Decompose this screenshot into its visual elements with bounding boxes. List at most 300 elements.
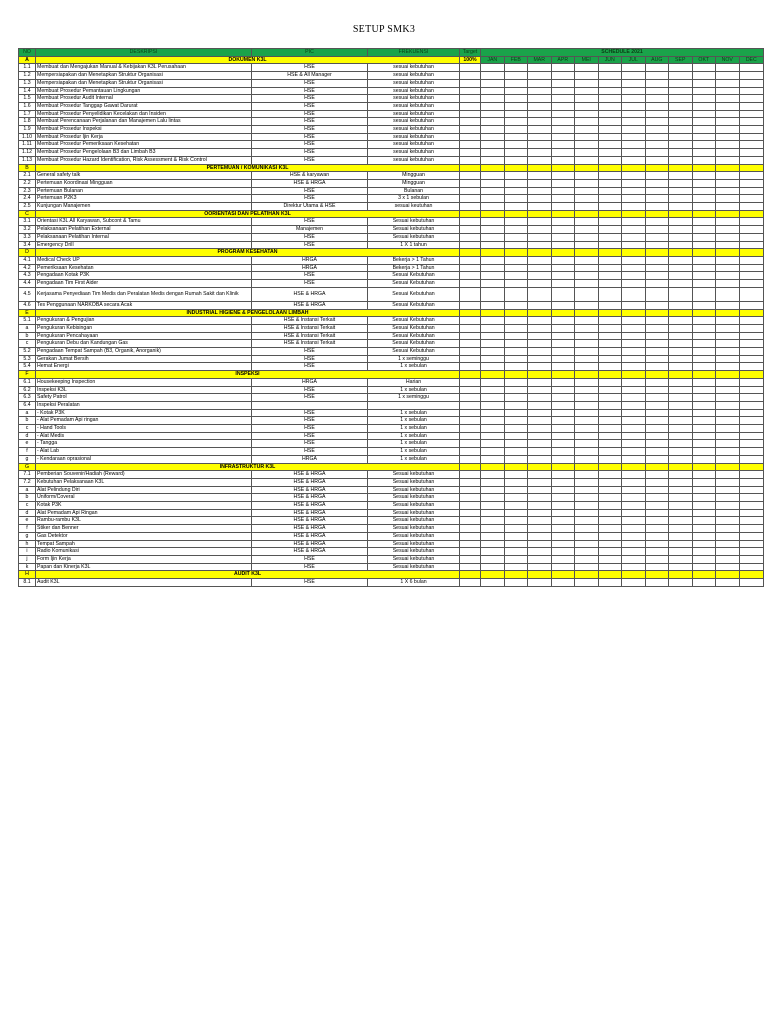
schedule-cell — [481, 532, 505, 540]
schedule-cell — [739, 133, 764, 141]
section-title: INFRASTRUKTUR K3L — [36, 463, 460, 471]
schedule-cell — [739, 525, 764, 533]
row-description: Membuat Perencanaan Perjalanan dan Manajemen Lalu lintas — [36, 118, 252, 126]
row-description: Gas Detektor — [36, 532, 252, 540]
schedule-cell — [528, 233, 552, 241]
schedule-cell — [551, 502, 575, 510]
schedule-cell — [504, 417, 528, 425]
schedule-cell — [716, 494, 740, 502]
schedule-cell — [528, 563, 552, 571]
schedule-cell — [528, 471, 552, 479]
schedule-cell — [528, 210, 552, 218]
schedule-cell — [716, 425, 740, 433]
schedule-cell — [716, 378, 740, 386]
schedule-cell — [528, 241, 552, 249]
schedule-cell — [739, 502, 764, 510]
row-number: g — [19, 532, 36, 540]
schedule-cell — [481, 440, 505, 448]
schedule-cell — [481, 394, 505, 402]
row-pic: HSE & HRGA — [252, 502, 368, 510]
row-pic: HSE — [252, 233, 368, 241]
schedule-cell — [598, 79, 622, 87]
schedule-cell — [528, 164, 552, 172]
schedule-cell — [622, 478, 646, 486]
schedule-cell — [481, 233, 505, 241]
schedule-cell — [528, 556, 552, 564]
schedule-cell — [622, 249, 646, 257]
schedule-cell — [551, 355, 575, 363]
schedule-cell — [598, 172, 622, 180]
schedule-cell — [598, 95, 622, 103]
schedule-cell — [575, 563, 599, 571]
schedule-cell — [692, 79, 716, 87]
row-frequency: 1 x sebulan — [368, 386, 460, 394]
schedule-cell — [692, 401, 716, 409]
schedule-cell — [622, 440, 646, 448]
row-frequency: 1 x sebulan — [368, 409, 460, 417]
schedule-cell — [716, 409, 740, 417]
schedule-cell — [481, 203, 505, 211]
schedule-cell — [481, 210, 505, 218]
schedule-cell — [551, 432, 575, 440]
schedule-cell — [575, 348, 599, 356]
schedule-cell — [716, 172, 740, 180]
schedule-cell — [528, 463, 552, 471]
schedule-cell — [645, 133, 669, 141]
schedule-cell — [598, 502, 622, 510]
schedule-cell — [504, 309, 528, 317]
schedule-cell — [669, 394, 693, 402]
section-row — [19, 164, 764, 172]
schedule-cell — [598, 218, 622, 226]
schedule-cell — [598, 532, 622, 540]
schedule-cell — [598, 324, 622, 332]
target-cell — [460, 463, 481, 471]
table-row — [19, 87, 764, 95]
schedule-cell — [551, 378, 575, 386]
schedule-cell — [739, 478, 764, 486]
row-number: c — [19, 502, 36, 510]
table-row — [19, 448, 764, 456]
row-description: Pelaksanaan Pelatihan Internal — [36, 233, 252, 241]
schedule-cell — [575, 471, 599, 479]
schedule-cell — [598, 280, 622, 288]
schedule-cell — [481, 72, 505, 80]
month-jan: JAN — [481, 56, 505, 64]
schedule-cell — [645, 471, 669, 479]
schedule-cell — [716, 324, 740, 332]
target-cell — [460, 386, 481, 394]
schedule-cell — [504, 548, 528, 556]
row-number: 1.1 — [19, 64, 36, 72]
row-number: 5.4 — [19, 363, 36, 371]
schedule-cell — [575, 409, 599, 417]
row-pic: HSE — [252, 110, 368, 118]
row-pic: HSE — [252, 95, 368, 103]
schedule-cell — [622, 409, 646, 417]
schedule-cell — [598, 556, 622, 564]
target-cell — [460, 280, 481, 288]
schedule-cell — [669, 164, 693, 172]
schedule-cell — [504, 486, 528, 494]
schedule-cell — [739, 324, 764, 332]
schedule-cell — [669, 440, 693, 448]
schedule-cell — [622, 195, 646, 203]
row-pic: HSE — [252, 141, 368, 149]
row-frequency: Sesuai kebutuhan — [368, 233, 460, 241]
schedule-cell — [481, 241, 505, 249]
schedule-cell — [692, 179, 716, 187]
schedule-cell — [622, 394, 646, 402]
row-pic: HRGA — [252, 455, 368, 463]
schedule-cell — [622, 179, 646, 187]
row-frequency: Sesuai kebutuhan — [368, 532, 460, 540]
table-row — [19, 280, 764, 288]
schedule-cell — [716, 102, 740, 110]
schedule-cell — [551, 164, 575, 172]
row-frequency: sesuai kebutuhan — [368, 72, 460, 80]
schedule-cell — [622, 256, 646, 264]
table-row — [19, 149, 764, 157]
section-title: DOKUMEN K3L — [36, 56, 460, 64]
schedule-cell — [504, 394, 528, 402]
schedule-cell — [622, 548, 646, 556]
schedule-cell — [551, 110, 575, 118]
schedule-cell — [598, 287, 622, 301]
schedule-cell — [504, 425, 528, 433]
row-frequency: Sesuai Kebutuhan — [368, 340, 460, 348]
schedule-cell — [669, 471, 693, 479]
schedule-cell — [739, 571, 764, 579]
schedule-cell — [575, 494, 599, 502]
row-description: Audit K3L — [36, 579, 252, 587]
schedule-cell — [504, 233, 528, 241]
schedule-cell — [739, 218, 764, 226]
schedule-cell — [481, 156, 505, 164]
schedule-cell — [504, 455, 528, 463]
row-frequency: Sesuai kebutuhan — [368, 218, 460, 226]
table-row — [19, 241, 764, 249]
schedule-cell — [551, 556, 575, 564]
table-row — [19, 363, 764, 371]
schedule-cell — [598, 301, 622, 309]
schedule-cell — [551, 149, 575, 157]
schedule-cell — [692, 355, 716, 363]
row-pic: Direktur Utama & HSE — [252, 203, 368, 211]
row-frequency: Harian — [368, 378, 460, 386]
target-cell — [460, 149, 481, 157]
schedule-cell — [622, 348, 646, 356]
schedule-cell — [716, 249, 740, 257]
row-pic: HSE — [252, 348, 368, 356]
schedule-cell — [692, 64, 716, 72]
row-description: Tempat Sampah — [36, 540, 252, 548]
row-frequency: sesuai kebutuhan — [368, 149, 460, 157]
schedule-cell — [716, 548, 740, 556]
schedule-cell — [551, 440, 575, 448]
row-number: 2.2 — [19, 179, 36, 187]
schedule-cell — [598, 210, 622, 218]
schedule-cell — [622, 324, 646, 332]
schedule-cell — [669, 517, 693, 525]
table-row — [19, 432, 764, 440]
schedule-cell — [692, 363, 716, 371]
schedule-cell — [598, 241, 622, 249]
schedule-cell — [528, 102, 552, 110]
schedule-cell — [551, 233, 575, 241]
schedule-cell — [716, 256, 740, 264]
schedule-cell — [692, 126, 716, 134]
row-description: Pengadaan Tim First Aider — [36, 280, 252, 288]
table-row — [19, 378, 764, 386]
schedule-cell — [551, 540, 575, 548]
schedule-cell — [528, 432, 552, 440]
schedule-cell — [739, 509, 764, 517]
schedule-cell — [528, 203, 552, 211]
schedule-cell — [692, 471, 716, 479]
schedule-cell — [598, 363, 622, 371]
target-cell — [460, 502, 481, 510]
row-pic: Manajemen — [252, 226, 368, 234]
schedule-cell — [669, 502, 693, 510]
schedule-cell — [575, 149, 599, 157]
schedule-cell — [669, 172, 693, 180]
schedule-cell — [528, 179, 552, 187]
schedule-cell — [598, 563, 622, 571]
schedule-cell — [645, 72, 669, 80]
table-row — [19, 355, 764, 363]
target-cell — [460, 210, 481, 218]
schedule-cell — [598, 256, 622, 264]
row-description: General safety talk — [36, 172, 252, 180]
schedule-cell — [504, 448, 528, 456]
schedule-cell — [645, 172, 669, 180]
row-pic: HSE — [252, 394, 368, 402]
schedule-cell — [739, 486, 764, 494]
schedule-cell — [739, 401, 764, 409]
schedule-cell — [692, 264, 716, 272]
schedule-cell — [481, 280, 505, 288]
target-cell — [460, 455, 481, 463]
schedule-cell — [622, 563, 646, 571]
schedule-cell — [739, 226, 764, 234]
table-row — [19, 494, 764, 502]
row-number: f — [19, 525, 36, 533]
schedule-cell — [481, 264, 505, 272]
row-number: 6.3 — [19, 394, 36, 402]
schedule-cell — [504, 494, 528, 502]
schedule-cell — [716, 280, 740, 288]
schedule-cell — [622, 203, 646, 211]
schedule-cell — [716, 394, 740, 402]
schedule-cell — [575, 301, 599, 309]
schedule-cell — [481, 195, 505, 203]
schedule-cell — [692, 203, 716, 211]
schedule-cell — [692, 87, 716, 95]
row-pic: HSE — [252, 87, 368, 95]
target-cell — [460, 164, 481, 172]
schedule-cell — [692, 218, 716, 226]
row-number: 1.2 — [19, 72, 36, 80]
row-pic: HSE — [252, 556, 368, 564]
section-title: INSPEKSI — [36, 371, 460, 379]
schedule-cell — [528, 156, 552, 164]
schedule-cell — [504, 256, 528, 264]
schedule-cell — [716, 226, 740, 234]
row-pic: HSE & HRGA — [252, 540, 368, 548]
schedule-cell — [692, 226, 716, 234]
schedule-cell — [692, 102, 716, 110]
schedule-cell — [528, 486, 552, 494]
schedule-cell — [551, 455, 575, 463]
schedule-cell — [504, 540, 528, 548]
target-cell — [460, 332, 481, 340]
schedule-cell — [692, 324, 716, 332]
schedule-cell — [645, 463, 669, 471]
schedule-cell — [622, 141, 646, 149]
target-cell — [460, 110, 481, 118]
row-pic: HSE — [252, 156, 368, 164]
row-pic: HSE — [252, 563, 368, 571]
schedule-cell — [645, 64, 669, 72]
schedule-cell — [739, 126, 764, 134]
row-number: 1.3 — [19, 79, 36, 87]
schedule-cell — [622, 540, 646, 548]
table-row — [19, 324, 764, 332]
schedule-cell — [669, 72, 693, 80]
row-pic: HSE & HRGA — [252, 287, 368, 301]
schedule-cell — [528, 409, 552, 417]
schedule-cell — [645, 95, 669, 103]
target-cell — [460, 203, 481, 211]
schedule-cell — [551, 409, 575, 417]
row-pic: HSE & karyawan — [252, 172, 368, 180]
schedule-cell — [622, 149, 646, 157]
target-cell — [460, 471, 481, 479]
schedule-cell — [645, 502, 669, 510]
schedule-cell — [645, 563, 669, 571]
schedule-cell — [645, 317, 669, 325]
schedule-cell — [481, 432, 505, 440]
schedule-cell — [551, 195, 575, 203]
schedule-cell — [645, 455, 669, 463]
row-pic: HRGA — [252, 256, 368, 264]
row-pic: HSE & HRGA — [252, 525, 368, 533]
schedule-cell — [739, 72, 764, 80]
schedule-cell — [739, 87, 764, 95]
schedule-cell — [739, 102, 764, 110]
row-pic: HSE & All Manager — [252, 72, 368, 80]
row-pic: HSE — [252, 386, 368, 394]
schedule-cell — [669, 95, 693, 103]
schedule-cell — [575, 264, 599, 272]
schedule-cell — [739, 348, 764, 356]
target-cell — [460, 64, 481, 72]
schedule-cell — [739, 440, 764, 448]
schedule-cell — [528, 548, 552, 556]
schedule-cell — [622, 309, 646, 317]
target-cell — [460, 340, 481, 348]
schedule-cell — [481, 317, 505, 325]
table-row — [19, 72, 764, 80]
schedule-cell — [598, 264, 622, 272]
target-cell — [460, 133, 481, 141]
schedule-cell — [645, 448, 669, 456]
schedule-cell — [669, 179, 693, 187]
row-description: Membuat Prosedur Pengelolaan B3 dan Limbah B3 — [36, 149, 252, 157]
schedule-cell — [481, 502, 505, 510]
schedule-cell — [692, 95, 716, 103]
schedule-cell — [669, 233, 693, 241]
schedule-cell — [504, 179, 528, 187]
row-description: Orientasi K3L All Karyawan, Subcont & Tamu — [36, 218, 252, 226]
schedule-cell — [481, 272, 505, 280]
schedule-cell — [692, 478, 716, 486]
table-row — [19, 409, 764, 417]
schedule-cell — [739, 118, 764, 126]
schedule-cell — [575, 525, 599, 533]
table-row — [19, 256, 764, 264]
row-description: Kotak P3K — [36, 502, 252, 510]
schedule-cell — [598, 525, 622, 533]
schedule-cell — [645, 394, 669, 402]
schedule-cell — [739, 317, 764, 325]
schedule-cell — [716, 110, 740, 118]
row-description: Pemberian Souvenir/Hadiah (Reward) — [36, 471, 252, 479]
row-pic: HSE — [252, 272, 368, 280]
schedule-cell — [669, 133, 693, 141]
row-frequency: 1 X 1 tahun — [368, 241, 460, 249]
schedule-cell — [739, 280, 764, 288]
schedule-cell — [622, 556, 646, 564]
schedule-cell — [622, 102, 646, 110]
schedule-cell — [528, 386, 552, 394]
schedule-cell — [739, 579, 764, 587]
schedule-cell — [669, 110, 693, 118]
schedule-cell — [504, 478, 528, 486]
row-number: g — [19, 455, 36, 463]
schedule-cell — [645, 401, 669, 409]
schedule-cell — [598, 187, 622, 195]
schedule-cell — [645, 110, 669, 118]
schedule-cell — [528, 378, 552, 386]
row-pic: HSE — [252, 448, 368, 456]
schedule-cell — [575, 571, 599, 579]
table-row — [19, 340, 764, 348]
schedule-cell — [551, 141, 575, 149]
schedule-cell — [551, 417, 575, 425]
schedule-cell — [481, 309, 505, 317]
schedule-cell — [669, 340, 693, 348]
schedule-cell — [739, 363, 764, 371]
schedule-cell — [481, 164, 505, 172]
schedule-cell — [716, 455, 740, 463]
schedule-cell — [575, 126, 599, 134]
schedule-cell — [716, 210, 740, 218]
schedule-cell — [716, 571, 740, 579]
row-pic: HSE — [252, 187, 368, 195]
table-row — [19, 272, 764, 280]
schedule-cell — [716, 64, 740, 72]
schedule-cell — [504, 110, 528, 118]
schedule-cell — [504, 164, 528, 172]
row-pic: HSE & HRGA — [252, 179, 368, 187]
schedule-cell — [481, 471, 505, 479]
target-cell — [460, 226, 481, 234]
schedule-cell — [504, 118, 528, 126]
schedule-cell — [645, 332, 669, 340]
schedule-cell — [551, 118, 575, 126]
